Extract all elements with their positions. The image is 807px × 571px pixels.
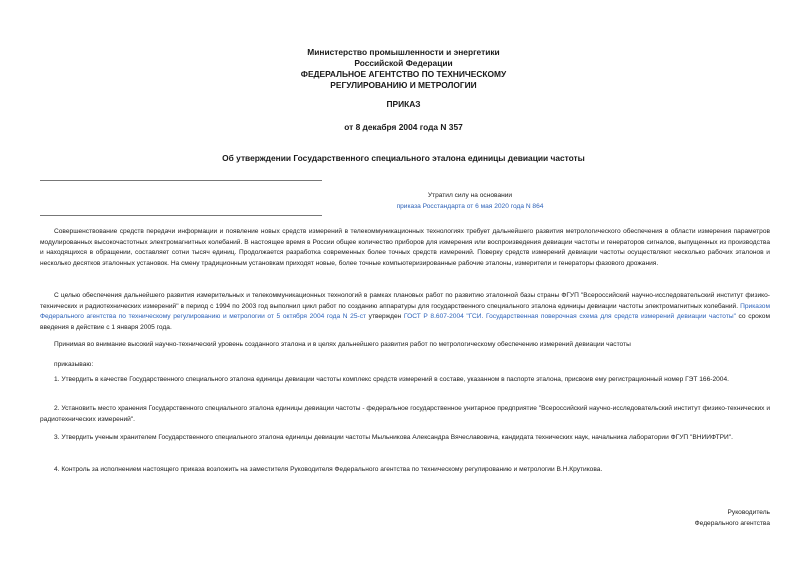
order-item-2 — [40, 404, 770, 425]
document-title: Об утверждении Государственного специального эталона единицы девиации частоты — [222, 153, 585, 163]
order-statement — [40, 360, 770, 371]
preamble-paragraph-1 — [40, 227, 770, 269]
paragraph-text: 2. Установить место хранения Государственного специального эталона единицы девиации частоты - федеральное государственное унитарное предприятие "Всероссийский научно-исследовательский институт физико-технических и радиотехнических измерений". — [40, 405, 770, 423]
paragraph-text: приказываю: — [54, 361, 94, 368]
paragraph-text: 3. Утвердить ученым хранителем Государственного специального эталона единицы девиации частоты Мыльникова Александра Вячеславовича, кандидата технических наук, начальника лаборатории ФГУП "ВНИИФТРИ". — [54, 434, 733, 441]
gost-link[interactable]: ГОСТ Р 8.607-2004 "ГСИ. Государственная поверочная схема для средств измерений девиации частоты" — [403, 313, 736, 321]
signature-block — [695, 507, 770, 529]
preamble-paragraph-3 — [40, 340, 770, 351]
order-item-3 — [40, 433, 770, 444]
paragraph-text — [40, 291, 770, 333]
header-line: Российской Федерации — [354, 58, 453, 68]
order-item-1 — [40, 375, 770, 386]
divider-bottom — [40, 215, 322, 216]
header-line: ФЕДЕРАЛЬНОЕ АГЕНТСТВО ПО ТЕХНИЧЕСКОМУ — [300, 69, 507, 79]
signature-line: Федерального агентства — [694, 520, 770, 527]
paragraph-text: Принимая во внимание высокий научно-технический уровень созданного эталона и в целях дальнейшего развития работ по метрологическому обеспечению измерений девиации частоты — [54, 341, 631, 348]
status-note-text: Утратил силу на основании — [427, 192, 513, 199]
document-type: ПРИКАЗ — [386, 99, 421, 109]
text-span: со сроком введения в действие с 1 января 2005 года. — [40, 313, 770, 331]
order-link[interactable]: Приказом Федерального агентства по техническому регулированию и метрологии от 5 октября 2004 года N 25-ст — [40, 302, 770, 321]
header-line: РЕГУЛИРОВАНИЮ И МЕТРОЛОГИИ — [330, 80, 477, 90]
paragraph-text: Совершенствование средств передачи информации и появление новых средств измерений в телекоммуникационных технологиях требует дальнейшего развития метрологического обеспечения в области измерения параметров модулированных высокочастотных электромагнитных колебаний. В настоящее время в России общее количество приборов для измерения или воспроизведения девиации частоты и генераторов сигналов, выпущенных из производства и находящихся в обращении, составляет сотни тысяч единиц. Продолжается разработка современных более точных средств измерений. Поверку средств измерений девиации частоты осуществляют несколько рабочих эталонов и несколько десятков эталонных установок. На смену традиционным установкам приходят новые, более точные компьютеризированные рабочие эталоны, измерители и генераторы фазового дрожания. — [40, 228, 770, 267]
signature-line: Руководитель — [727, 509, 770, 516]
issuer-header — [0, 47, 807, 91]
paragraph-text: 1. Утвердить в качестве Государственного специального эталона единицы девиации частоты комплекс средств измерений в составе, указанном в паспорте эталона, присвоив ему регистрационный номер ГЭТ 166-2004. — [54, 376, 729, 383]
order-item-4 — [40, 465, 770, 476]
preamble-paragraph-2 — [40, 291, 770, 333]
header-line: Министерство промышленности и энергетики — [307, 47, 500, 57]
divider-top — [40, 180, 322, 181]
text-span: утвержден — [366, 313, 404, 321]
status-note — [270, 190, 670, 212]
repeal-order-link[interactable]: приказа Росстандарта от 6 мая 2020 года N 864 — [396, 203, 544, 210]
document-date-number: от 8 декабря 2004 года N 357 — [344, 122, 463, 132]
text-span: С целью обеспечения дальнейшего развития измерительных и телекоммуникационных технологий в рамках плановых работ по развитию эталонной базы страны ФГУП "Всероссийский научно-исследовательский институт физико-технических и радиотехнических измерений" в период с 1994 по 2003 год выполнил цикл работ по созданию аппаратуры для государственного специального эталона единицы девиации частоты электромагнитных колебаний. — [40, 292, 770, 310]
paragraph-text: 4. Контроль за исполнением настоящего приказа возложить на заместителя Руководителя Федерального агентства по техническому регулированию и метрологии В.Н.Крутикова. — [54, 466, 603, 473]
